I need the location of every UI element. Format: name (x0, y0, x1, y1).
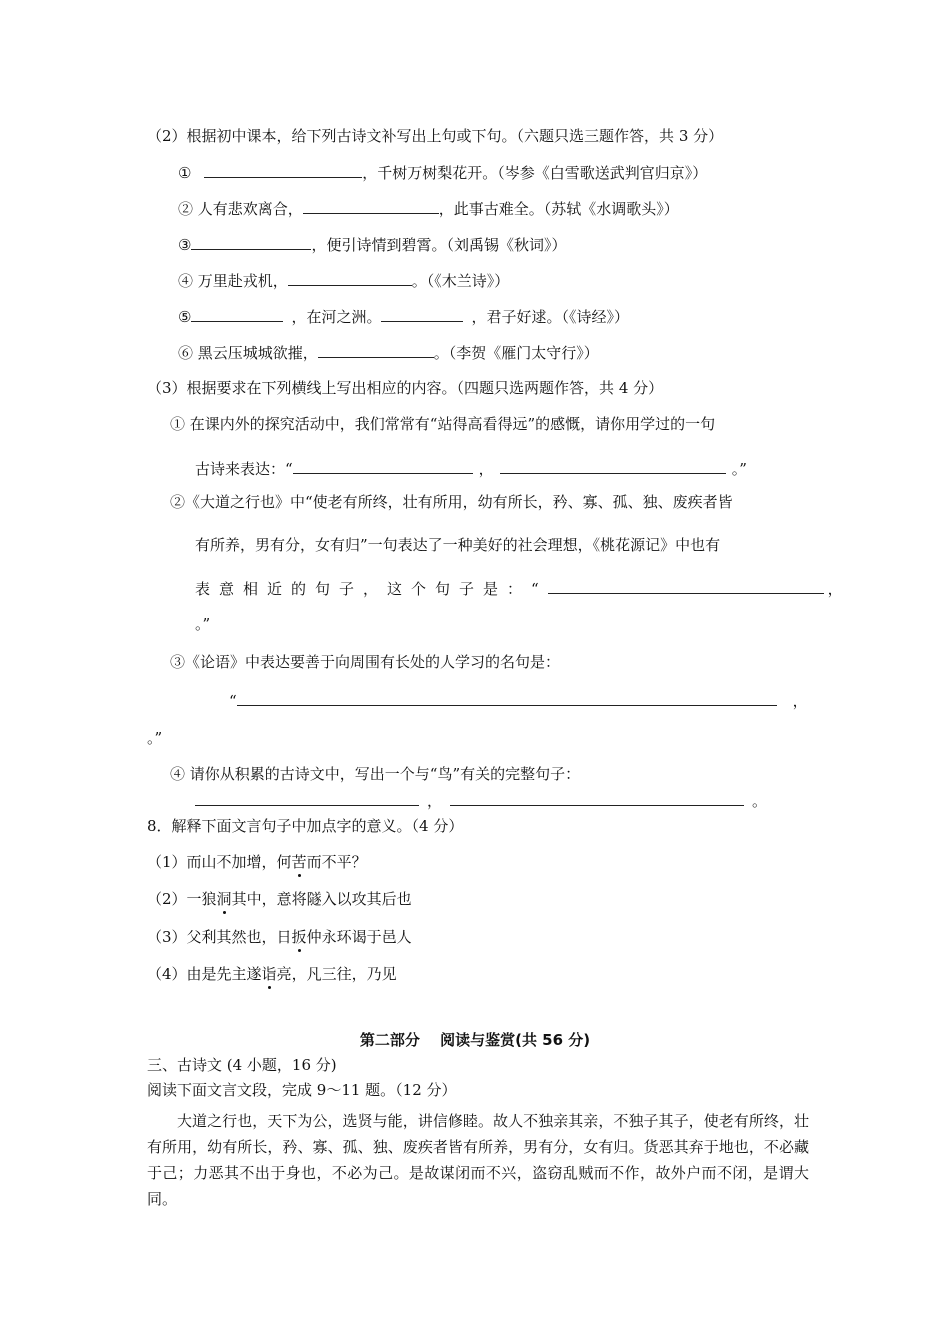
item-text: ，千树万树梨花开。（岑参《白雪歌送武判官归京》） (362, 164, 708, 182)
item-text: 。（李贺《雁门太守行》） (433, 344, 599, 362)
classical-passage (147, 1108, 809, 1212)
closing: 。” (731, 460, 747, 478)
part3-item-4-line1: ④ 请你从积累的古诗文中，写出一个与“鸟”有关的完整句子： (170, 765, 581, 783)
q8-item-1 (147, 852, 367, 872)
closing: 。 (752, 792, 768, 810)
item-number: ③ (178, 236, 192, 254)
item-text: ，君子好逑。（《诗经》） (471, 308, 629, 326)
item-text: ，在河之洲。 (291, 308, 382, 326)
part3-item-3-line1: ③《论语》中表达要善于向周围有长处的人学习的名句是： (170, 653, 561, 671)
item-text: ⑥ 黑云压城城欲摧， (178, 344, 318, 362)
part3-item-2-line4: 。” (195, 615, 211, 633)
item-text: 其中，意将隧入以攻其后也 (231, 890, 412, 908)
item-number: ① (178, 164, 192, 182)
answer-blank[interactable] (288, 270, 412, 286)
comma: ， (478, 460, 494, 478)
dotted-char: 扳 (291, 928, 307, 946)
answer-blank[interactable] (381, 306, 463, 322)
item-text: 表意相近的句子，这个句子是：“ (195, 580, 548, 598)
q8-item-2 (147, 889, 412, 909)
answer-blank[interactable] (237, 690, 777, 706)
dotted-char: 苦 (291, 853, 307, 871)
dotted-char: 洞 (216, 890, 232, 908)
answer-blank[interactable] (500, 458, 726, 474)
item-text: ④ 万里赴戎机， (178, 272, 288, 290)
part2-item-2 (178, 198, 679, 219)
item-text: ，此事古难全。（苏轼《水调歌头》） (438, 200, 679, 218)
answer-blank[interactable] (204, 162, 362, 178)
dotted-char: 诣 (261, 965, 277, 983)
item-text: 仲永环谒于邑人 (306, 928, 412, 946)
answer-blank[interactable] (191, 234, 311, 250)
part3-item-1-line2 (195, 458, 747, 479)
q8-item-3 (147, 927, 412, 947)
part2-item-5 (178, 306, 629, 327)
part3-item-2-line3 (195, 578, 843, 599)
item-text: 而不平？ (306, 853, 367, 871)
answer-blank[interactable] (450, 790, 744, 806)
answer-blank[interactable] (548, 578, 824, 594)
open-quote: “ (229, 692, 237, 710)
part3-item-3-line3: 。” (147, 729, 163, 747)
reading-instruction: 阅读下面文言文段，完成 9～11 题。（12 分） (147, 1081, 457, 1099)
part2-item-1 (178, 162, 707, 183)
passage-text: 大道之行也，天下为公，选贤与能，讲信修睦。故人不独亲其亲，不独子其子，使老有所终，壮有所用，幼有所长，矜、寡、孤、独、废疾者皆有所养，男有分，女有归。货恶其弃于地也，不必藏于己；力恶其不出于身也，不必为己。是故谋闭而不兴，盗窃乱贼而不作，故外户而不闭，是谓大同。 (147, 1112, 809, 1208)
section-subheading: 三、古诗文 (4 小题，16 分) (147, 1056, 337, 1074)
item-text: ② 人有悲欢离合， (178, 200, 303, 218)
answer-blank[interactable] (191, 306, 283, 322)
part3-item-2-line2: 有所养，男有分，女有归”一句表达了一种美好的社会理想，《桃花源记》中也有 (195, 536, 721, 554)
item-text: 古诗来表达：“ (195, 460, 293, 478)
comma: ， (792, 692, 808, 710)
part2-intro: （2）根据初中课本，给下列古诗文补写出上句或下句。（六题只选三题作答，共 3 分） (147, 127, 724, 145)
item-number: ⑤ (178, 308, 192, 326)
item-text: （1）而山不加增，何 (147, 853, 292, 871)
item-text: （2）一狼 (147, 890, 217, 908)
answer-blank[interactable] (303, 198, 439, 214)
part3-item-3-line2 (229, 690, 808, 711)
item-text: （4）由是先主遂 (147, 965, 262, 983)
part3-item-2-line1: ②《大道之行也》中“使老有所终，壮有所用，幼有所长，矜、寡、孤、独、废疾者皆 (170, 493, 733, 511)
answer-blank[interactable] (318, 342, 434, 358)
part3-item-1-line1: ① 在课内外的探究活动中，我们常常有“站得高看得远”的感慨，请你用学过的一句 (170, 415, 716, 433)
item-text: （3）父利其然也，日 (147, 928, 292, 946)
part3-intro: （3）根据要求在下列横线上写出相应的内容。（四题只选两题作答，共 4 分） (147, 379, 664, 397)
item-text: 。（《木兰诗》） (411, 272, 510, 290)
part2-item-3 (178, 234, 566, 255)
comma: ， (427, 792, 443, 810)
comma: ， (827, 580, 843, 598)
q8-title: 8．解释下面文言句子中加点字的意义。（4 分） (147, 817, 464, 835)
item-text: ，便引诗情到碧霄。（刘禹锡《秋词》） (311, 236, 567, 254)
section-heading: 第二部分 阅读与鉴赏(共 56 分) (359, 1031, 591, 1049)
part2-item-4 (178, 270, 509, 291)
q8-item-4 (147, 964, 397, 984)
answer-blank[interactable] (293, 458, 473, 474)
item-text: 亮，凡三往，乃见 (276, 965, 397, 983)
part3-item-4-line2 (195, 790, 767, 811)
answer-blank[interactable] (195, 790, 419, 806)
part2-item-6 (178, 342, 599, 363)
